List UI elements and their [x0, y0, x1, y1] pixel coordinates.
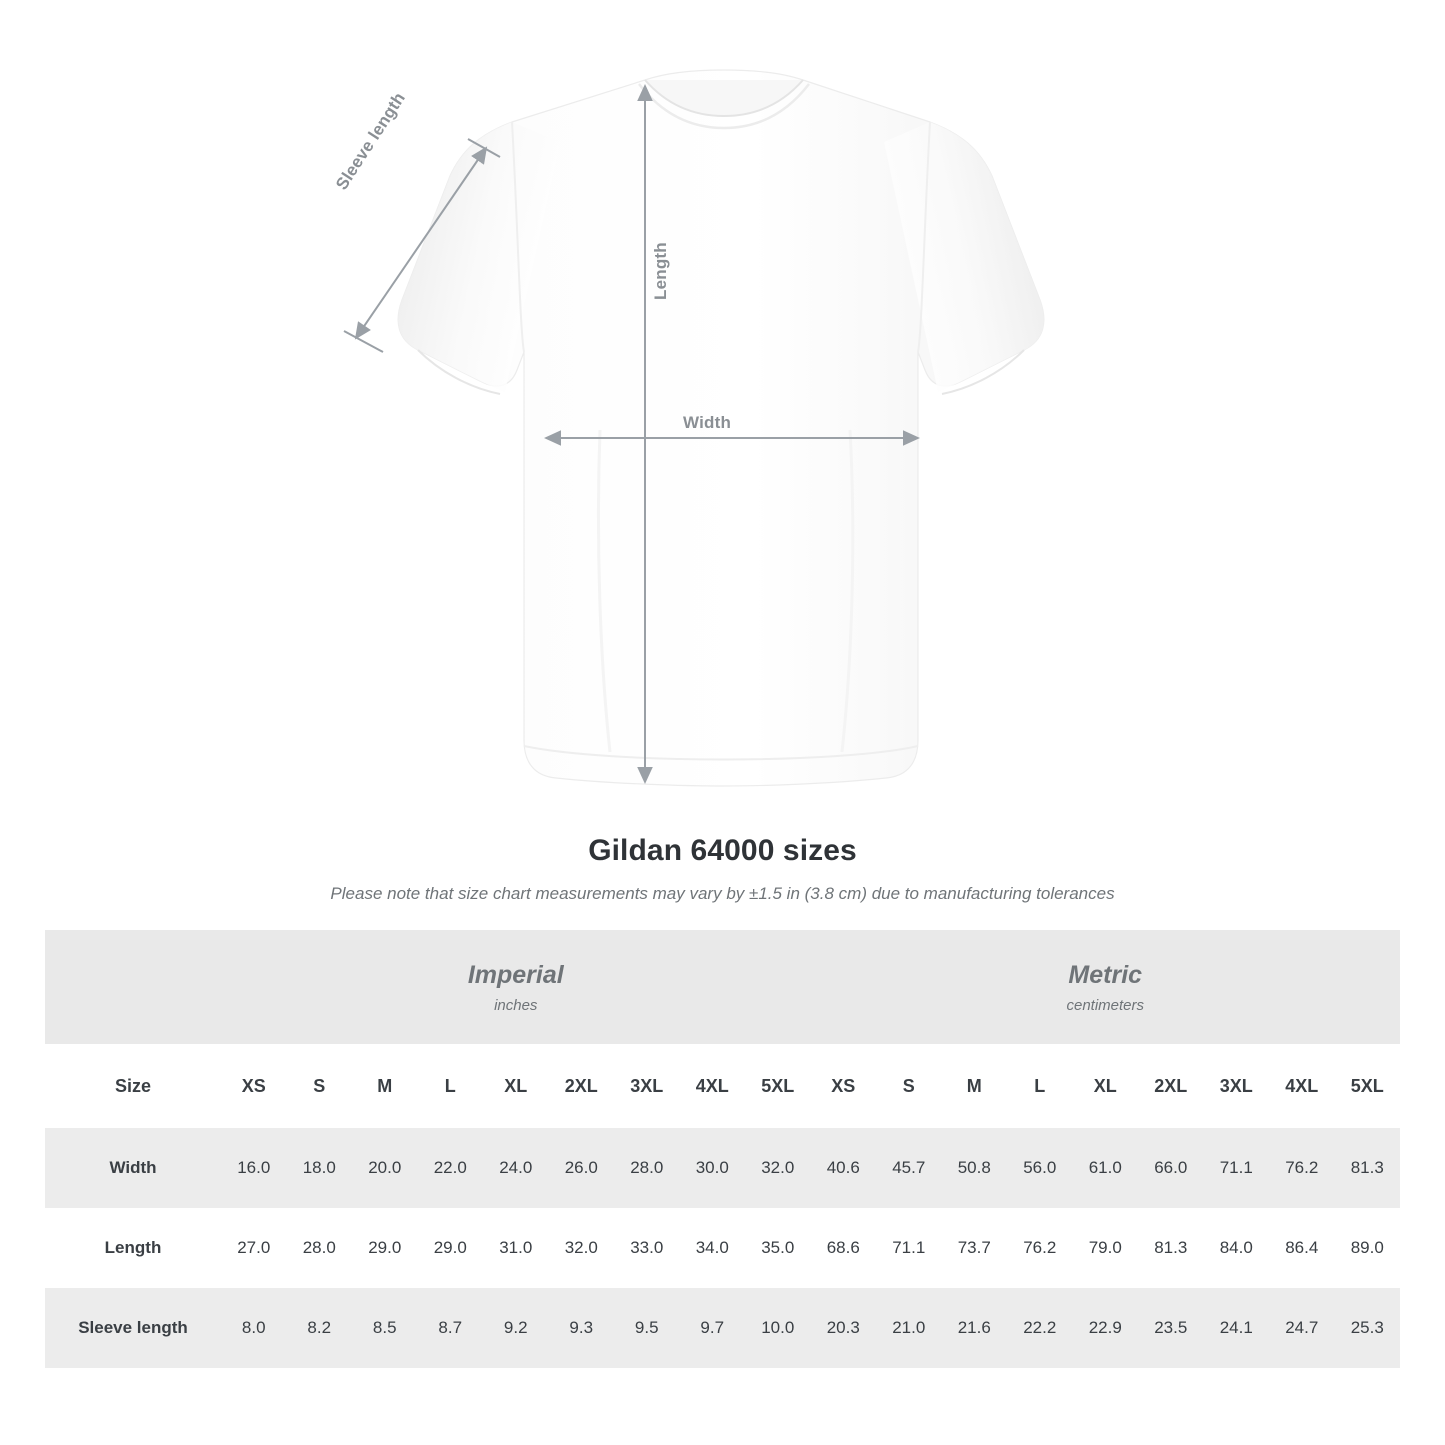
cell-width-imp-3xl: 28.0	[614, 1128, 680, 1208]
cell-sleeve-met-xl: 22.9	[1073, 1288, 1139, 1368]
cell-sleeve-imp-xl: 9.2	[483, 1288, 549, 1368]
row-label-sleeve-length: Sleeve length	[45, 1288, 221, 1368]
cell-length-met-2xl: 81.3	[1138, 1208, 1204, 1288]
row-label-width: Width	[45, 1128, 221, 1208]
cell-sleeve-imp-2xl: 9.3	[549, 1288, 615, 1368]
size-table-wrapper	[45, 930, 1400, 1368]
page-title: Gildan 64000 sizes	[588, 834, 857, 867]
title-block	[0, 834, 1445, 904]
cell-width-met-3xl: 71.1	[1204, 1128, 1270, 1208]
table-row	[45, 1288, 1400, 1368]
cell-length-met-s: 71.1	[876, 1208, 942, 1288]
size-col-met-xs: XS	[811, 1044, 877, 1128]
cell-sleeve-imp-m: 8.5	[352, 1288, 418, 1368]
cell-sleeve-imp-4xl: 9.7	[680, 1288, 746, 1368]
unit-header-row	[45, 930, 1400, 1044]
cell-width-imp-xl: 24.0	[483, 1128, 549, 1208]
cell-width-met-5xl: 81.3	[1335, 1128, 1401, 1208]
cell-length-met-m: 73.7	[942, 1208, 1008, 1288]
size-col-imp-5xl: 5XL	[745, 1044, 811, 1128]
cell-sleeve-met-m: 21.6	[942, 1288, 1008, 1368]
size-col-imp-l: L	[418, 1044, 484, 1128]
unit-imperial	[221, 930, 811, 1044]
table-row	[45, 1128, 1400, 1208]
size-col-imp-xs: XS	[221, 1044, 287, 1128]
cell-width-imp-2xl: 26.0	[549, 1128, 615, 1208]
cell-length-imp-4xl: 34.0	[680, 1208, 746, 1288]
tolerance-note: Please note that size chart measurements may vary by ±1.5 in (3.8 cm) due to manufacturing tolerances	[330, 884, 1115, 903]
cell-sleeve-met-3xl: 24.1	[1204, 1288, 1270, 1368]
cell-length-met-4xl: 86.4	[1269, 1208, 1335, 1288]
unit-metric	[811, 930, 1401, 1044]
size-col-met-3xl: 3XL	[1204, 1044, 1270, 1128]
cell-width-imp-4xl: 30.0	[680, 1128, 746, 1208]
size-col-met-l: L	[1007, 1044, 1073, 1128]
size-col-met-4xl: 4XL	[1269, 1044, 1335, 1128]
cell-width-imp-5xl: 32.0	[745, 1128, 811, 1208]
cell-length-imp-s: 28.0	[287, 1208, 353, 1288]
cell-width-met-xl: 61.0	[1073, 1128, 1139, 1208]
unit-imperial-sub: inches	[494, 996, 538, 1014]
size-col-imp-2xl: 2XL	[549, 1044, 615, 1128]
cell-sleeve-met-s: 21.0	[876, 1288, 942, 1368]
size-col-imp-3xl: 3XL	[614, 1044, 680, 1128]
size-chart-table	[45, 930, 1400, 1368]
cell-sleeve-met-l: 22.2	[1007, 1288, 1073, 1368]
size-col-met-5xl: 5XL	[1335, 1044, 1401, 1128]
cell-width-met-2xl: 66.0	[1138, 1128, 1204, 1208]
cell-sleeve-met-5xl: 25.3	[1335, 1288, 1401, 1368]
cell-length-met-5xl: 89.0	[1335, 1208, 1401, 1288]
cell-sleeve-imp-5xl: 10.0	[745, 1288, 811, 1368]
length-label: Length	[651, 242, 670, 300]
row-label-length: Length	[45, 1208, 221, 1288]
cell-length-imp-l: 29.0	[418, 1208, 484, 1288]
cell-length-imp-m: 29.0	[352, 1208, 418, 1288]
unit-metric-name: Metric	[1068, 961, 1143, 990]
size-col-met-s: S	[876, 1044, 942, 1128]
size-col-imp-s: S	[287, 1044, 353, 1128]
size-col-met-2xl: 2XL	[1138, 1044, 1204, 1128]
size-col-met-xl: XL	[1073, 1044, 1139, 1128]
unit-metric-sub: centimeters	[1066, 996, 1145, 1014]
cell-length-met-l: 76.2	[1007, 1208, 1073, 1288]
cell-length-met-xl: 79.0	[1073, 1208, 1139, 1288]
cell-length-imp-3xl: 33.0	[614, 1208, 680, 1288]
size-col-imp-xl: XL	[483, 1044, 549, 1128]
size-header-row	[45, 1044, 1400, 1128]
cell-length-imp-2xl: 32.0	[549, 1208, 615, 1288]
cell-width-met-4xl: 76.2	[1269, 1128, 1335, 1208]
size-col-imp-m: M	[352, 1044, 418, 1128]
cell-width-imp-xs: 16.0	[221, 1128, 287, 1208]
cell-sleeve-met-2xl: 23.5	[1138, 1288, 1204, 1368]
table-row	[45, 1208, 1400, 1288]
cell-sleeve-met-4xl: 24.7	[1269, 1288, 1335, 1368]
cell-sleeve-imp-3xl: 9.5	[614, 1288, 680, 1368]
width-label: Width	[683, 413, 732, 432]
unit-imperial-name: Imperial	[467, 961, 564, 990]
sleeve-length-label: Sleeve length	[332, 88, 410, 194]
cell-length-imp-xs: 27.0	[221, 1208, 287, 1288]
size-header-label: Size	[45, 1044, 221, 1128]
cell-length-met-xs: 68.6	[811, 1208, 877, 1288]
cell-sleeve-imp-l: 8.7	[418, 1288, 484, 1368]
cell-width-met-l: 56.0	[1007, 1128, 1073, 1208]
cell-sleeve-met-xs: 20.3	[811, 1288, 877, 1368]
size-col-imp-4xl: 4XL	[680, 1044, 746, 1128]
cell-length-met-3xl: 84.0	[1204, 1208, 1270, 1288]
cell-length-imp-xl: 31.0	[483, 1208, 549, 1288]
cell-sleeve-imp-xs: 8.0	[221, 1288, 287, 1368]
size-col-met-m: M	[942, 1044, 1008, 1128]
cell-width-imp-s: 18.0	[287, 1128, 353, 1208]
cell-width-met-s: 45.7	[876, 1128, 942, 1208]
unit-header-spacer	[45, 930, 221, 1044]
cell-sleeve-imp-s: 8.2	[287, 1288, 353, 1368]
cell-width-met-xs: 40.6	[811, 1128, 877, 1208]
cell-width-imp-m: 20.0	[352, 1128, 418, 1208]
cell-length-imp-5xl: 35.0	[745, 1208, 811, 1288]
cell-width-met-m: 50.8	[942, 1128, 1008, 1208]
cell-width-imp-l: 22.0	[418, 1128, 484, 1208]
